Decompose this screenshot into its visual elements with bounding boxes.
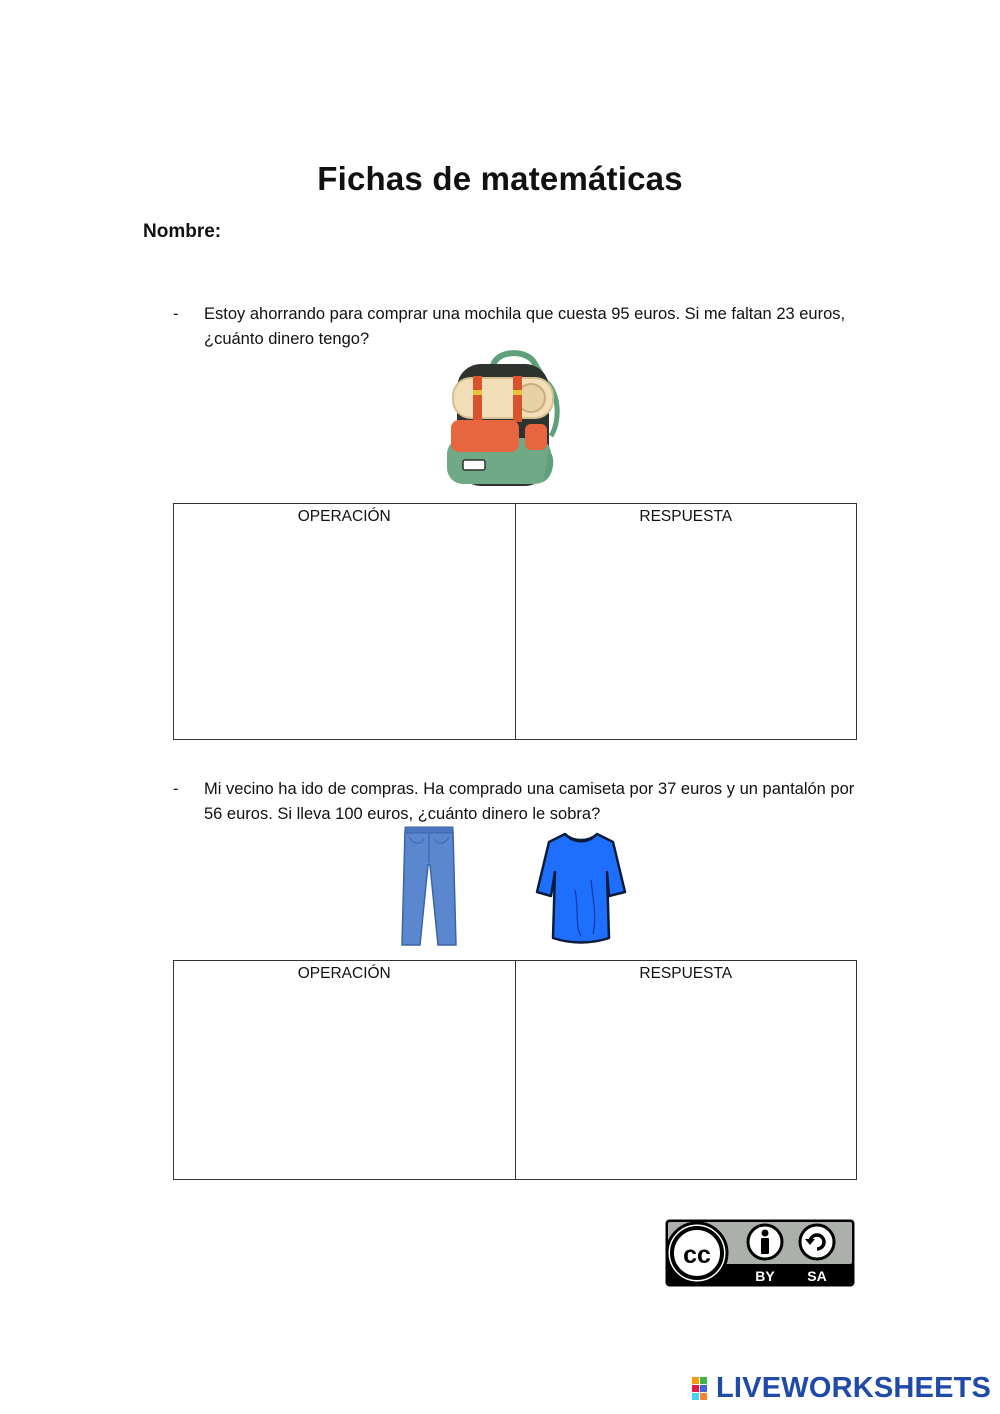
cc-mark: cc: [683, 1241, 711, 1269]
answer-header: RESPUESTA: [639, 508, 733, 525]
liveworksheets-logo-icon: [692, 1374, 716, 1404]
answer-table-2: [173, 960, 857, 1180]
cc-sa-label: SA: [807, 1268, 827, 1284]
operation-cell[interactable]: [174, 504, 516, 740]
bullet-dash: -: [173, 780, 179, 798]
liveworksheets-logo: [692, 1372, 991, 1405]
name-label: Nombre:: [143, 221, 222, 242]
answer-table-1: [173, 503, 857, 740]
page-title: Fichas de matemáticas: [317, 160, 683, 197]
backpack-image: [443, 350, 563, 492]
cc-by-sa-badge: [665, 1219, 855, 1287]
answer-cell[interactable]: [515, 504, 857, 740]
problem-2: [173, 777, 863, 829]
t-shirt-image: [535, 830, 627, 944]
operation-cell[interactable]: [174, 961, 516, 1180]
cc-by-label: BY: [755, 1268, 775, 1284]
bullet-dash: -: [173, 305, 179, 323]
answer-cell[interactable]: [515, 961, 857, 1180]
operation-header: OPERACIÓN: [297, 965, 391, 982]
problem-2-text: Mi vecino ha ido de compras. Ha comprado una camiseta por 37 euros y un pantalón por 56 euros. Si lleva 100 euros, ¿cuánto dinero le sobra?: [204, 780, 855, 823]
liveworksheets-logo-text: LIVEWORKSHEETS: [716, 1372, 992, 1404]
operation-header: OPERACIÓN: [297, 508, 391, 525]
jeans-image: [400, 825, 458, 947]
problem-1-text: Estoy ahorrando para comprar una mochila que cuesta 95 euros. Si me faltan 23 euros, ¿cuánto dinero tengo?: [204, 305, 846, 348]
problem-1: [173, 302, 863, 354]
answer-header: RESPUESTA: [639, 965, 733, 982]
